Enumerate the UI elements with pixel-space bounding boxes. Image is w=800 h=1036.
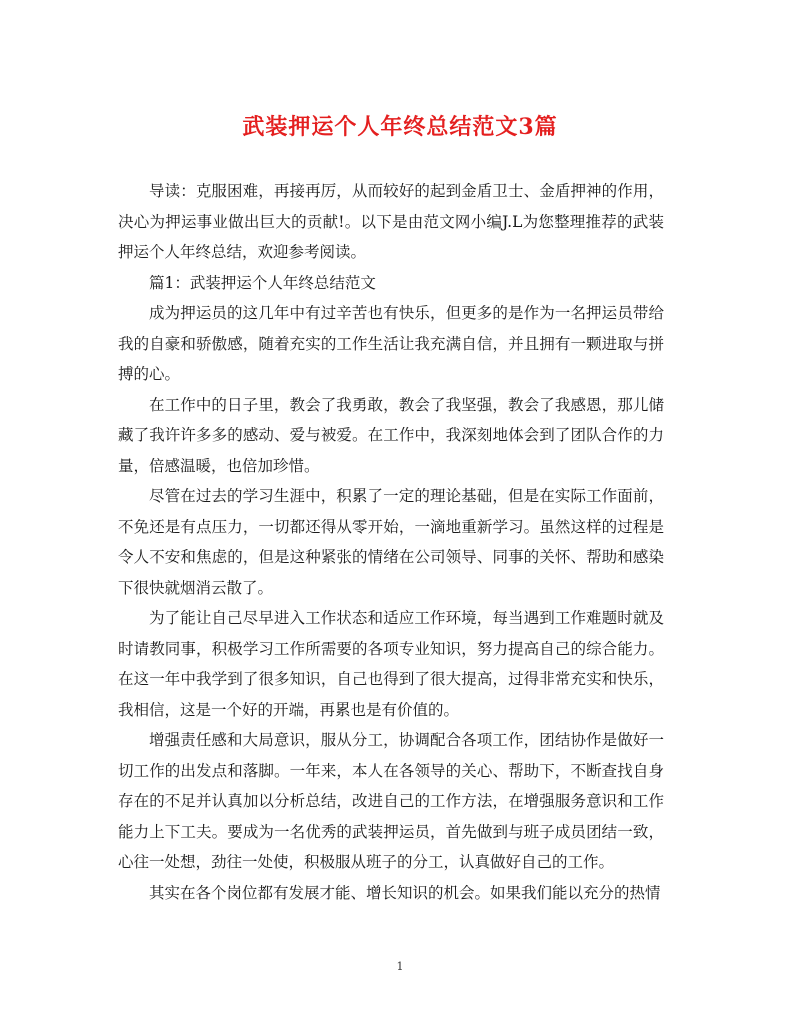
body-paragraph: 其实在各个岗位都有发展才能、增长知识的机会。如果我们能以充分的热情 (149, 883, 661, 902)
page-number: 1 (396, 960, 404, 973)
body-paragraph: 在工作中的日子里，教会了我勇敢，教会了我坚强，教会了我感恩，那儿储藏了我许许多多的感动、爱与被爱。在工作中，我深刻地体会到了团队合作的力量，倍感温暖，也倍加珍惜。 (118, 395, 664, 475)
document-body (118, 176, 664, 908)
intro-paragraph: 导读：克服困难，再接再厉，从而较好的起到金盾卫士、金盾押神的作用，决心为押运事业做出巨大的贡献!。以下是由范文网小编J.L为您整理推荐的武装押运个人年终总结，欢迎参考阅读。 (118, 182, 664, 261)
document-title: 武装押运个人年终总结范文3篇 (242, 114, 558, 140)
body-paragraph: 为了能让自己尽早进入工作状态和适应工作环境，每当遇到工作难题时就及时请教同事，积极学习工作所需要的各项专业知识，努力提高自己的综合能力。在这一年中我学到了很多知识，自己也得到了很大提高，过得非常充实和快乐，我相信，这是一个好的开端，再累也是有价值的。 (118, 609, 664, 719)
body-paragraph: 增强责任感和大局意识，服从分工，协调配合各项工作，团结协作是做好一切工作的出发点和落脚。一年来，本人在各领导的关心、帮助下，不断查找自身存在的不足并认真加以分析总结，改进自己的工作方法，在增强服务意识和工作能力上下工夫。要成为一名优秀的武装押运员，首先做到与班子成员团结一致，心往一处想，劲往一处使，积极服从班子的分工，认真做好自己的工作。 (118, 731, 664, 871)
body-paragraph: 成为押运员的这几年中有过辛苦也有快乐，但更多的是作为一名押运员带给我的自豪和骄傲感，随着充实的工作生活让我充满自信，并且拥有一颗进取与拼搏的心。 (118, 304, 664, 383)
section-heading: 篇1：武装押运个人年终总结范文 (149, 273, 376, 292)
body-paragraph: 尽管在过去的学习生涯中，积累了一定的理论基础，但是在实际工作面前，不免还是有点压力，一切都还得从零开始，一滴地重新学习。虽然这样的过程是令人不安和焦虑的，但是这种紧张的情绪在公司领导、同事的关怀、帮助和感染下很快就烟消云散了。 (118, 487, 664, 597)
